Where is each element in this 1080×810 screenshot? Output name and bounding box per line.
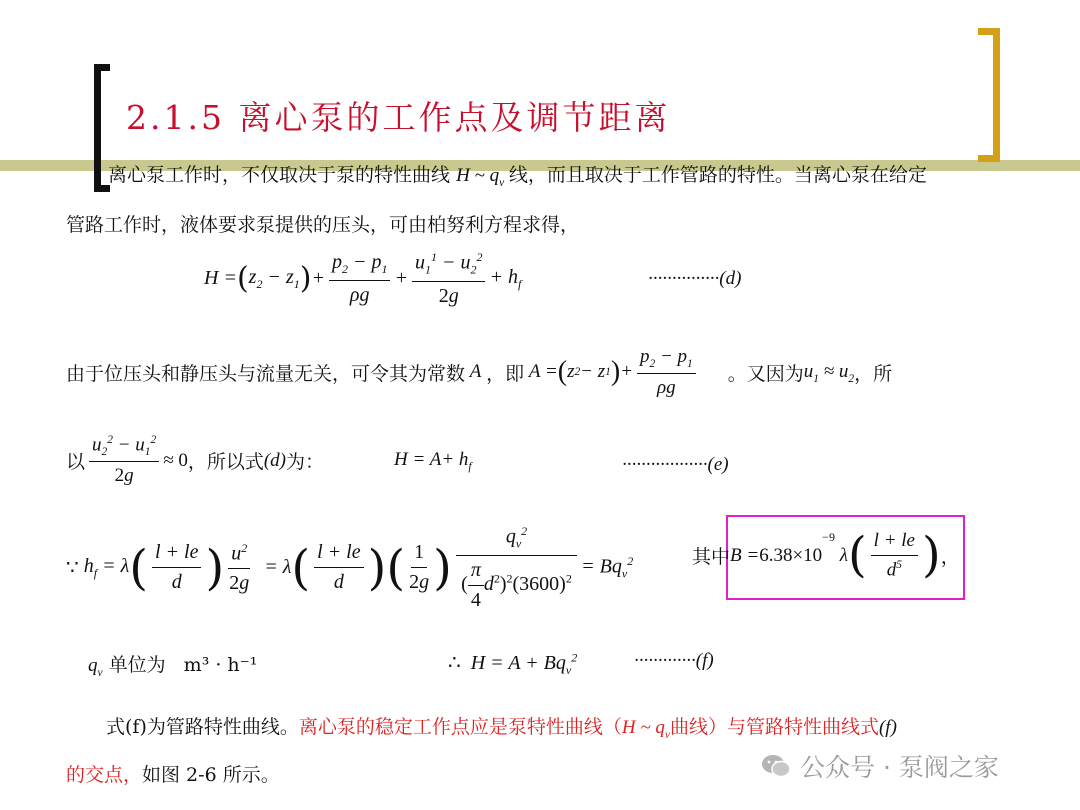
- last-paragraph-line2: 的交点，如图 2-6 所示。: [66, 764, 280, 786]
- slide-title: 2.1.5 离心泵的工作点及调节距离: [126, 98, 671, 137]
- equation-d: H = ( $z_2 - z_1$ ) + $\frac{p_2 - p_1}{\rho g}$ + $\frac{u_1^1 - u_2^2}{2g}$ + $h_f$: [204, 250, 522, 307]
- wechat-icon: [760, 752, 792, 780]
- equation-hf: ∵ $h_f = \lambda$ ( $\frac{l + le}{d}$ ) $\frac{u^2}{2g}$ = λ ( $\frac{l + le}{d}$ ) ( $\frac{1}{2g}$ ) $q_v^2$ ( $\frac{\pi}{4}$ $d^2)^2(3600)^2$ = $Bq_v^2$: [66, 524, 634, 611]
- paragraph1-line1: 离心泵工作时，不仅取决于泵的特性曲线 H ~ $q_v$ 线，而且取决于工作管路的特性。当离心泵在给定: [108, 164, 927, 189]
- paragraph1-line2: 管路工作时，液体要求泵提供的压头，可由柏努利方程求得，: [66, 214, 580, 236]
- equation-f-label: ·············(f): [634, 650, 714, 671]
- b-definition: 其中 B = 6.38×10 $^{-9}$ λ ( $\frac{l + le}{d^5}$ ) ，: [692, 527, 960, 584]
- last-paragraph-line1: 式(f)为管路特性曲线。离心泵的稳定工作点应是泵特性曲线（H ~ $q_v$曲线）与管路特性曲线式(f): [106, 716, 897, 741]
- paragraph-line3: 由于位压头和静压头与流量无关，可令其为常数 A ，即 A = ( z 2 − z 1 ) + $\frac{p_2 - p_1}{\rho g}$ 。又因为 $u_1 \approx u_2$ ，所: [66, 346, 893, 398]
- right-bracket: [978, 28, 1000, 162]
- equation-f: ∴ $H = A + Bq_v^2$: [448, 650, 578, 677]
- equation-e-label: ··················(e): [622, 454, 729, 475]
- paragraph-line4: 以 $\frac{u_2^2 - u_1^2}{2g}$ ≈ 0 ，所以式 (d) 为： $H = A+ h_f$: [66, 434, 472, 487]
- qv-unit-line: $q_v$ 单位为 m³ · h⁻¹: [88, 654, 258, 679]
- watermark: 公众号 · 泵阀之家: [760, 748, 999, 784]
- equation-d-label: ···············(d): [648, 268, 742, 289]
